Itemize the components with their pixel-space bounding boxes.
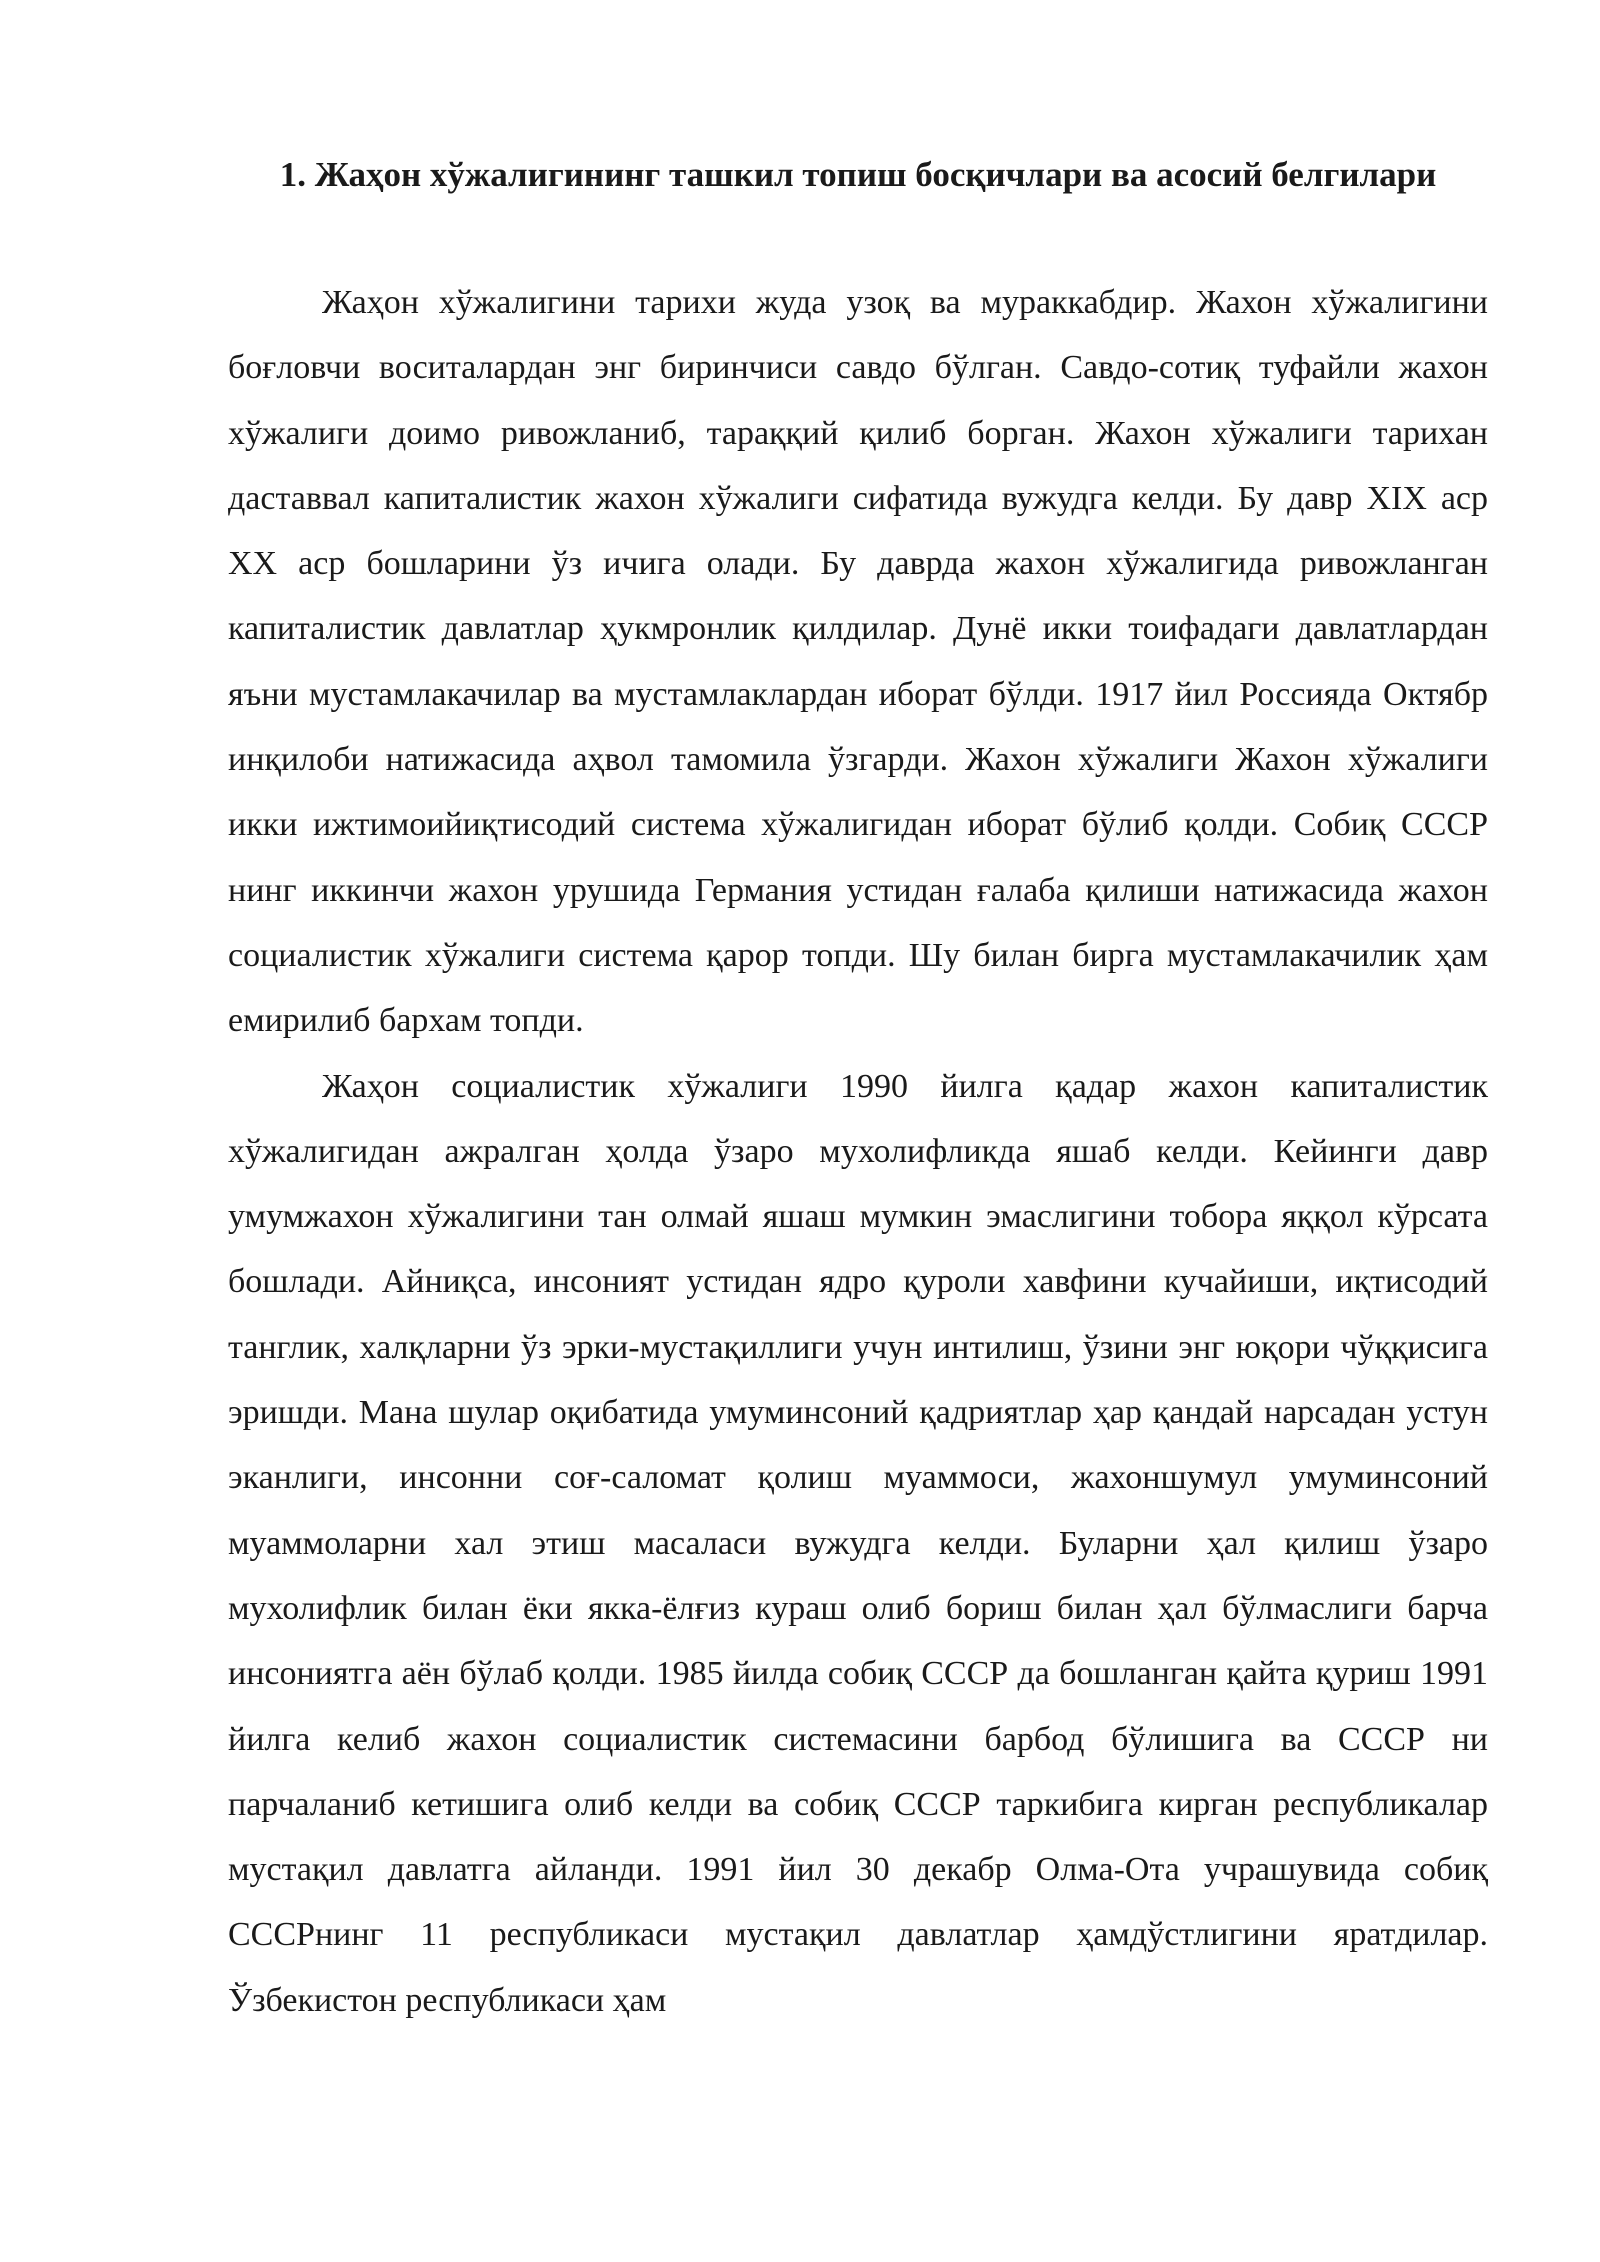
document-title: 1. Жаҳон хўжалигининг ташкил топиш босқичлари ва асосий белгилари [279, 155, 1437, 194]
paragraph-2: Жаҳон социалистик хўжалиги 1990 йилга қадар жахон капиталистик хўжалигидан ажралган ҳолда ўзаро мухолифликда яшаб келди. Кейинги давр умумжахон хўжалигини тан олмай яшаш мумкин эмаслигини тобора яққол кўрсата бошлади. Айниқса, инсоният устидан ядро қуроли хавфини кучайиши, иқтисодий танглик, халқларни ўз эрки-мустақиллиги учун интилиш, ўзини энг юқори чўққисига эришди. Мана шулар оқибатида умуминсоний қадриятлар ҳар қандай нарсадан устун эканлиги, инсонни соғ-саломат қолиш муаммоси, жахоншумул умуминсоний муаммоларни хал этиш масаласи вужудга келди. Буларни ҳал қилиш ўзаро мухолифлик билан ёки якка-ёлғиз кураш олиб бориш билан ҳал бўлмаслиги барча инсониятга аён бўлаб қолди. 1985 йилда собиқ СССР да бошланган қайта қуриш 1991 йилга келиб жахон социалистик системасини барбод бўлишига ва СССР ни парчаланиб кетишига олиб келди ва собиқ СССР таркибига кирган республикалар мустақил давлатга айланди. 1991 йил 30 декабр Олма-Ота учрашувида собиқ СССРнинг 11 республикаси мустақил давлатлар ҳамдўстлигини яратдилар. Ўзбекистон республикаси ҳам [228, 1067, 1488, 2019]
paragraph-1: Жаҳон хўжалигини тарихи жуда узоқ ва мураккабдир. Жахон хўжалигини боғловчи воситалардан энг биринчиси савдо бўлган. Савдо-сотиқ туфайли жахон хўжалиги доимо ривожланиб, тараққий қилиб борган. Жахон хўжалиги тарихан даставвал капиталистик жахон хўжалиги сифатида вужудга келди. Бу давр XIX аср XX аср бошларини ўз ичига олади. Бу даврда жахон хўжалигида ривожланган капиталистик давлатлар ҳукмронлик қилдилар. Дунё икки тоифадаги давлатлардан яъни мустамлакачилар ва мустамлаклардан иборат бўлди. 1917 йил Россияда Октябр инқилоби натижасида аҳвол тамомила ўзгарди. Жахон хўжалиги Жахон хўжалиги икки ижтимоийиқтисодий система хўжалигидан иборат бўлиб қолди. Собиқ СССР нинг иккинчи жахон урушида Германия устидан ғалаба қилиши натижасида жахон социалистик хўжалиги система қарор топди. Шу билан бирга мустамлакачилик ҳам емирилиб бархам топди. [228, 284, 1488, 1040]
document-body [228, 270, 1488, 2033]
